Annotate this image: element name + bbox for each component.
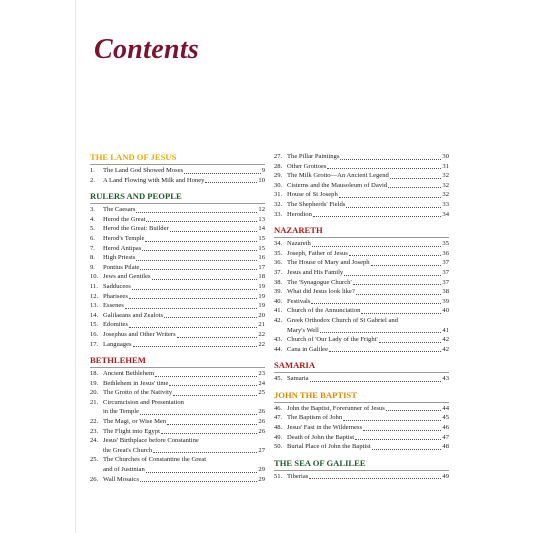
entry-number: 21. bbox=[90, 398, 99, 406]
leader-dots bbox=[344, 274, 441, 276]
toc-entry bbox=[90, 369, 265, 379]
section-samaria bbox=[274, 360, 449, 384]
toc-right-column bbox=[274, 152, 449, 481]
toc-entry bbox=[274, 152, 449, 162]
leader-dots bbox=[310, 380, 442, 382]
entry-page: 40 bbox=[442, 307, 449, 315]
entry-title: Languages bbox=[103, 340, 132, 348]
toc-entry bbox=[90, 398, 265, 408]
entry-title: Pontius Pilate bbox=[103, 263, 140, 271]
toc-entry bbox=[90, 234, 265, 244]
entry-page: 34 bbox=[442, 210, 449, 218]
entry-number: 37. bbox=[274, 268, 283, 276]
entry-number: 49. bbox=[274, 433, 283, 441]
entry-number: 31. bbox=[274, 191, 283, 199]
leader-dots bbox=[386, 409, 442, 411]
toc-entry bbox=[90, 320, 265, 330]
entry-number: 1. bbox=[90, 167, 95, 174]
entry-title: Bethlehem in Jesus' time bbox=[103, 379, 169, 387]
entry-page: 19 bbox=[258, 292, 265, 300]
entry-title: Herod the Great bbox=[103, 215, 146, 223]
entry-page: 37 bbox=[442, 268, 449, 276]
entry-number: 27. bbox=[274, 153, 283, 160]
entry-number: 43. bbox=[274, 336, 283, 344]
entry-number: 51. bbox=[274, 472, 283, 480]
entry-number: 30. bbox=[274, 181, 283, 189]
toc-entry bbox=[90, 282, 265, 292]
entry-page: 43 bbox=[442, 375, 449, 383]
entry-title: The Caesars bbox=[103, 206, 136, 214]
leader-dots bbox=[355, 438, 441, 440]
toc-entry bbox=[274, 287, 449, 297]
entry-title: Ancient Bethlehem bbox=[103, 370, 155, 378]
leader-dots bbox=[145, 240, 257, 242]
leader-dots bbox=[125, 307, 258, 309]
entry-page: 14 bbox=[258, 225, 265, 233]
leader-dots bbox=[349, 254, 442, 256]
entry-number: 19. bbox=[90, 379, 99, 387]
leader-dots bbox=[155, 375, 257, 377]
toc-entry bbox=[90, 417, 265, 427]
toc-entry bbox=[90, 475, 265, 485]
entry-number: 3. bbox=[90, 206, 95, 214]
entry-title: Jesus' Birthplace before Constantine bbox=[103, 437, 199, 445]
entry-title: Essenes bbox=[103, 302, 124, 310]
leader-dots bbox=[390, 177, 442, 179]
toc-entry bbox=[90, 272, 265, 282]
entry-page: 46 bbox=[442, 424, 449, 432]
section-heading: JOHN THE BAPTIST bbox=[274, 390, 449, 403]
leader-dots bbox=[129, 326, 257, 328]
entry-number: 10. bbox=[90, 273, 99, 281]
leader-dots bbox=[177, 336, 258, 338]
leader-dots bbox=[361, 312, 441, 314]
entry-page: 32 bbox=[442, 172, 449, 180]
entry-title: Cisterns and the Mausoleum of David bbox=[287, 181, 388, 189]
entry-number: 33. bbox=[274, 210, 283, 218]
leader-dots bbox=[356, 293, 442, 295]
leader-dots bbox=[329, 350, 441, 352]
entry-number: 4. bbox=[90, 215, 95, 223]
entry-page: 31 bbox=[442, 162, 449, 170]
entry-title: The Land God Showed Moses bbox=[103, 167, 184, 174]
toc-entry bbox=[90, 205, 265, 215]
entry-title: The 'Synagogue Church' bbox=[287, 278, 352, 286]
entry-title: Tiberias bbox=[287, 472, 309, 480]
toc-entry bbox=[274, 258, 449, 268]
toc-entry bbox=[274, 345, 449, 355]
entry-number: 22. bbox=[90, 418, 99, 426]
toc-entry bbox=[90, 388, 265, 398]
section-john-the-baptist bbox=[274, 390, 449, 452]
leader-dots bbox=[313, 215, 442, 217]
entry-title: John the Baptist, Forerunner of Jesus bbox=[287, 404, 385, 412]
entry-title-continued: Mary's Well bbox=[287, 326, 319, 334]
entry-number: 35. bbox=[274, 249, 283, 257]
leader-dots bbox=[320, 331, 442, 333]
leader-dots bbox=[312, 245, 442, 247]
leader-dots bbox=[146, 220, 257, 222]
leader-dots bbox=[133, 345, 258, 347]
entry-title: Cana in Galilee bbox=[287, 345, 329, 353]
entry-number: 11. bbox=[90, 282, 98, 290]
entry-number: 17. bbox=[90, 340, 99, 348]
entry-page: 29 bbox=[258, 466, 265, 474]
entry-page: 38 bbox=[442, 288, 449, 296]
toc-entry bbox=[90, 340, 265, 350]
entry-page: 36 bbox=[442, 249, 449, 257]
entry-title: Greek Orthodox Church of St Gabriel and bbox=[287, 316, 398, 324]
entry-title: The Flight into Egypt bbox=[103, 427, 160, 435]
entry-number: 50. bbox=[274, 443, 283, 451]
leader-dots bbox=[170, 230, 258, 232]
leader-dots bbox=[129, 297, 258, 299]
entry-page: 15 bbox=[258, 234, 265, 242]
section-bethlehem bbox=[90, 355, 265, 484]
entry-number: 36. bbox=[274, 259, 283, 267]
entry-page: 10 bbox=[258, 176, 265, 184]
section-sea-of-galilee bbox=[274, 458, 449, 482]
entry-page: 37 bbox=[442, 259, 449, 267]
toc-entry bbox=[274, 316, 449, 326]
toc-entry bbox=[274, 171, 449, 181]
toc-entry bbox=[90, 455, 265, 465]
entry-title: Edomites bbox=[103, 321, 128, 329]
leader-dots bbox=[388, 186, 441, 188]
leader-dots bbox=[372, 448, 442, 450]
leader-dots bbox=[327, 167, 441, 169]
entry-title-continued: the Great's Church bbox=[103, 446, 153, 454]
leader-dots bbox=[343, 419, 441, 421]
toc-entry bbox=[274, 249, 449, 259]
entry-number: 16. bbox=[90, 330, 99, 338]
toc-entry bbox=[274, 190, 449, 200]
entry-page: 21 bbox=[258, 321, 265, 329]
entry-title: A Land Flowing with Milk and Honey bbox=[103, 176, 205, 184]
leader-dots bbox=[340, 158, 441, 160]
entry-title: House of St Joseph bbox=[287, 191, 338, 199]
toc-entry bbox=[274, 442, 449, 452]
entry-title: Burial Place of John the Baptist bbox=[287, 443, 371, 451]
leader-dots bbox=[346, 206, 441, 208]
entry-number: 7. bbox=[90, 244, 95, 252]
entry-number: 9. bbox=[90, 263, 95, 271]
toc-entry bbox=[90, 311, 265, 321]
entry-number: 14. bbox=[90, 311, 99, 319]
entry-number: 13. bbox=[90, 302, 99, 310]
entry-title: Galilaeans and Zealots bbox=[103, 311, 164, 319]
entry-number: 29. bbox=[274, 172, 283, 180]
entry-title: Nazareth bbox=[287, 240, 311, 248]
entry-title: The Milk Grotto—An Ancient Legend bbox=[287, 172, 389, 180]
toc-entry bbox=[90, 244, 265, 254]
entry-title: Wall Mosaics bbox=[103, 475, 139, 483]
toc-entry bbox=[274, 404, 449, 414]
entry-title: Herod Antipas bbox=[103, 244, 142, 252]
leader-dots bbox=[371, 264, 442, 266]
entry-number: 8. bbox=[90, 254, 95, 262]
leader-dots bbox=[136, 259, 257, 261]
entry-title: Herod's Temple bbox=[103, 234, 145, 242]
section-heading: RULERS AND PEOPLE bbox=[90, 191, 265, 204]
entry-title: Herod the Great: Builder bbox=[103, 225, 169, 233]
entry-page: 45 bbox=[442, 414, 449, 422]
entry-page: 42 bbox=[442, 336, 449, 344]
entry-number: 41. bbox=[274, 307, 283, 315]
toc-entry bbox=[90, 301, 265, 311]
entry-page: 29 bbox=[258, 475, 265, 483]
toc-entry bbox=[274, 181, 449, 191]
toc-entry bbox=[274, 472, 449, 482]
entry-title: Church of 'Our Lady of the Fright' bbox=[287, 336, 378, 344]
toc-entry-continued bbox=[274, 326, 449, 336]
toc-entry bbox=[274, 433, 449, 443]
leader-dots bbox=[363, 429, 441, 431]
toc-entry bbox=[274, 306, 449, 316]
entry-page: 16 bbox=[258, 254, 265, 262]
entry-title: The Churches of Constantine the Great bbox=[103, 456, 207, 464]
leader-dots bbox=[164, 316, 257, 318]
entry-page: 15 bbox=[258, 244, 265, 252]
leader-dots bbox=[140, 480, 257, 482]
section-heading: BETHLEHEM bbox=[90, 355, 265, 368]
entry-page: 44 bbox=[442, 404, 449, 412]
toc-entry bbox=[90, 224, 265, 234]
entry-page: 12 bbox=[258, 206, 265, 214]
entry-page: 32 bbox=[442, 191, 449, 199]
entry-page: 18 bbox=[258, 273, 265, 281]
entry-title: Circumcision and Presentation bbox=[103, 398, 184, 406]
toc-entry bbox=[274, 297, 449, 307]
section-heading: THE SEA OF GALILEE bbox=[274, 458, 449, 471]
entry-page: 22 bbox=[258, 340, 265, 348]
toc-entry bbox=[90, 176, 265, 186]
section-bethlehem-continued bbox=[274, 152, 449, 219]
leader-dots bbox=[379, 341, 442, 343]
entry-page: 24 bbox=[258, 379, 265, 387]
entry-title: The Baptism of John bbox=[287, 414, 343, 422]
entry-page: 47 bbox=[442, 433, 449, 441]
entry-page: 23 bbox=[258, 370, 265, 378]
entry-page: 32 bbox=[442, 181, 449, 189]
entry-number: 45. bbox=[274, 375, 283, 383]
toc-entry bbox=[274, 268, 449, 278]
entry-number: 25. bbox=[90, 456, 99, 464]
entry-number: 24. bbox=[90, 437, 99, 445]
entry-page: 22 bbox=[258, 330, 265, 338]
entry-title: Herodion bbox=[287, 210, 312, 218]
toc-entry bbox=[274, 162, 449, 172]
entry-number: 5. bbox=[90, 225, 95, 233]
entry-title: The Magi, or Wise Men bbox=[103, 418, 167, 426]
toc-entry bbox=[274, 210, 449, 220]
entry-title-continued: and of Justinian bbox=[103, 466, 145, 474]
toc-entry bbox=[90, 166, 265, 176]
toc-entry bbox=[90, 215, 265, 225]
leader-dots bbox=[142, 249, 257, 251]
entry-number: 20. bbox=[90, 389, 99, 397]
entry-page: 39 bbox=[442, 297, 449, 305]
section-rulers-and-people bbox=[90, 191, 265, 349]
entry-number: 46. bbox=[274, 404, 283, 412]
entry-number: 38. bbox=[274, 278, 283, 286]
entry-page: 13 bbox=[258, 215, 265, 223]
leader-dots bbox=[167, 423, 257, 425]
leader-dots bbox=[309, 477, 441, 479]
entry-number: 48. bbox=[274, 424, 283, 432]
toc-entry-continued bbox=[90, 446, 265, 456]
leader-dots bbox=[339, 196, 442, 198]
page-edge-line bbox=[75, 0, 76, 533]
entry-title-continued: in the Temple bbox=[103, 408, 140, 416]
entry-title: Church of the Annunciation bbox=[287, 307, 361, 315]
entry-title: Jews and Gentiles bbox=[103, 273, 151, 281]
entry-title: The Pillar Paintings bbox=[287, 153, 340, 160]
toc-entry bbox=[90, 427, 265, 437]
section-heading: NAZARETH bbox=[274, 225, 449, 238]
entry-page: 41 bbox=[442, 326, 449, 334]
toc-entry bbox=[274, 335, 449, 345]
toc-entry bbox=[90, 292, 265, 302]
toc-entry bbox=[90, 253, 265, 263]
leader-dots bbox=[161, 432, 257, 434]
entry-number: 40. bbox=[274, 297, 283, 305]
entry-number: 28. bbox=[274, 162, 283, 170]
section-land-of-jesus bbox=[90, 152, 265, 185]
toc-entry bbox=[90, 330, 265, 340]
entry-page: 49 bbox=[442, 472, 449, 480]
entry-number: 39. bbox=[274, 288, 283, 296]
leader-dots bbox=[205, 181, 257, 183]
entry-number: 23. bbox=[90, 427, 99, 435]
entry-title: Samaria bbox=[287, 375, 309, 383]
entry-page: 30 bbox=[442, 153, 449, 160]
toc-entry bbox=[274, 423, 449, 433]
entry-page: 27 bbox=[258, 446, 265, 454]
entry-page: 26 bbox=[258, 418, 265, 426]
toc-entry bbox=[90, 436, 265, 446]
toc-entry bbox=[90, 263, 265, 273]
entry-title: What did Jesus look like? bbox=[287, 288, 355, 296]
entry-number: 18. bbox=[90, 370, 99, 378]
entry-title: Jesus' Fast in the Wilderness bbox=[287, 424, 363, 432]
toc-entry-continued bbox=[90, 407, 265, 417]
toc-left-column bbox=[90, 152, 265, 484]
entry-page: 42 bbox=[442, 345, 449, 353]
leader-dots bbox=[184, 172, 260, 174]
entry-page: 19 bbox=[258, 282, 265, 290]
section-heading: THE LAND OF JESUS bbox=[90, 152, 265, 165]
leader-dots bbox=[311, 302, 441, 304]
entry-page: 26 bbox=[258, 427, 265, 435]
section-nazareth bbox=[274, 225, 449, 354]
toc-entry-continued bbox=[90, 465, 265, 475]
toc-entry bbox=[90, 379, 265, 389]
entry-number: 15. bbox=[90, 321, 99, 329]
entry-page: 33 bbox=[442, 200, 449, 208]
leader-dots bbox=[146, 471, 258, 473]
toc-entry bbox=[274, 239, 449, 249]
entry-page: 25 bbox=[258, 389, 265, 397]
page-title: Contents bbox=[94, 34, 200, 65]
entry-number: 12. bbox=[90, 292, 99, 300]
leader-dots bbox=[152, 278, 258, 280]
entry-title: The Grotto of the Nativity bbox=[103, 389, 173, 397]
entry-page: 37 bbox=[442, 278, 449, 286]
entry-number: 34. bbox=[274, 240, 283, 248]
leader-dots bbox=[140, 268, 257, 270]
entry-page: 35 bbox=[442, 240, 449, 248]
entry-title: Sadducees bbox=[103, 282, 131, 290]
leader-dots bbox=[173, 394, 257, 396]
entry-title: Josephus and Other Writers bbox=[103, 330, 176, 338]
entry-number: 32. bbox=[274, 200, 283, 208]
entry-title: High Priests bbox=[103, 254, 136, 262]
entry-title: The Shepherds' Fields bbox=[287, 200, 346, 208]
leader-dots bbox=[169, 384, 257, 386]
section-heading: SAMARIA bbox=[274, 360, 449, 373]
entry-number: 47. bbox=[274, 414, 283, 422]
entry-number: 44. bbox=[274, 345, 283, 353]
entry-page: 9 bbox=[261, 167, 265, 174]
entry-title: Pharisees bbox=[103, 292, 128, 300]
entry-title: Festivals bbox=[287, 297, 311, 305]
entry-number: 42. bbox=[274, 316, 283, 324]
toc-entry bbox=[274, 200, 449, 210]
toc-entry bbox=[274, 374, 449, 384]
entry-number: 2. bbox=[90, 176, 95, 184]
leader-dots bbox=[353, 283, 442, 285]
leader-dots bbox=[136, 211, 257, 213]
leader-dots bbox=[153, 451, 257, 453]
leader-dots bbox=[132, 288, 258, 290]
entry-number: 26. bbox=[90, 475, 99, 483]
entry-title: The House of Mary and Joseph bbox=[287, 259, 370, 267]
entry-title: Jesus and His Family bbox=[287, 268, 344, 276]
entry-title: Joseph, Father of Jesus bbox=[287, 249, 348, 257]
leader-dots bbox=[140, 413, 257, 415]
entry-title: Other Grottoes bbox=[287, 162, 327, 170]
entry-page: 48 bbox=[442, 443, 449, 451]
entry-page: 17 bbox=[258, 263, 265, 271]
entry-title: Death of John the Baptist bbox=[287, 433, 355, 441]
toc-entry bbox=[274, 278, 449, 288]
entry-page: 20 bbox=[258, 311, 265, 319]
entry-page: 26 bbox=[258, 408, 265, 416]
toc-entry bbox=[274, 413, 449, 423]
entry-number: 6. bbox=[90, 234, 95, 242]
entry-page: 19 bbox=[258, 302, 265, 310]
